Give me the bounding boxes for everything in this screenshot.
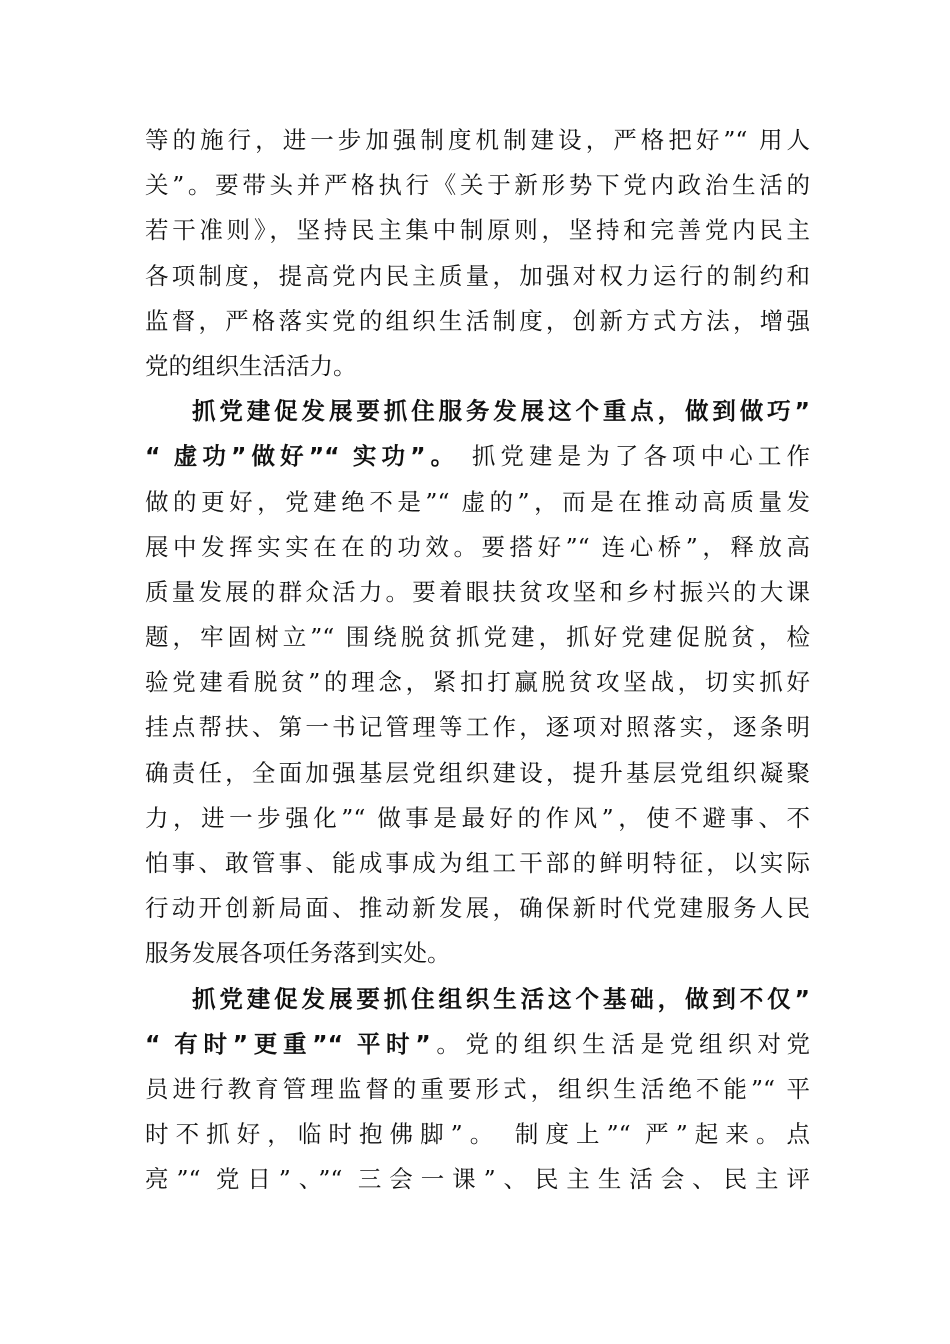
text-line — [145, 977, 810, 1022]
text-line — [145, 208, 810, 253]
text-run: 抓党建是为了各项中心工作 — [459, 442, 810, 471]
text-line — [145, 1022, 810, 1067]
text-run: 确责任，全面加强基层党组织建设，提升基层党组织凝聚 — [145, 758, 810, 787]
paragraph-heading: 抓党建促发展要抓住服务发展这个重点，做到做巧” — [192, 397, 810, 426]
text-run: 关”。要带头并严格执行《关于新形势下党内政治生活的 — [145, 171, 810, 200]
text-line — [145, 1112, 810, 1157]
text-line — [145, 389, 810, 434]
paragraph-2 — [145, 389, 810, 976]
text-run: 等的施行，进一步加强制度机制建设，严格把好”“ 用人 — [145, 126, 810, 154]
text-run: 怕事、敢管事、能成事成为组工干部的鲜明特征，以实际 — [145, 849, 810, 877]
text-line — [145, 480, 810, 525]
text-line — [145, 434, 810, 479]
text-line — [145, 1157, 810, 1202]
text-run: 做的更好，党建绝不是”“ 虚的”，而是在推动高质量发 — [145, 487, 810, 516]
paragraph-heading: “ 有时”更重”“ 平时” — [145, 1029, 431, 1058]
text-run: 题，牢固树立”“ 围绕脱贫抓党建，抓好党建促脱贫，检 — [145, 623, 810, 652]
text-line — [145, 299, 810, 344]
text-line — [145, 570, 810, 615]
text-line — [145, 796, 810, 841]
text-run: 时不抓好，临时抱佛脚”。 制度上”“ 严”起来。点 — [145, 1120, 810, 1149]
paragraph-heading: 抓党建促发展要抓住组织生活这个基础，做到不仅” — [192, 984, 810, 1013]
paragraph-1 — [145, 118, 810, 389]
text-run: 亮”“ 党日”、”“ 三会一课”、民主生活会、民主评 — [145, 1165, 810, 1194]
text-run: 员进行教育管理监督的重要形式，组织生活绝不能”“ 平 — [145, 1074, 810, 1103]
text-line — [145, 1067, 810, 1112]
text-line — [145, 118, 810, 163]
paragraph-heading: “ 虚功”做好”“ 实功”。 — [145, 442, 460, 471]
text-run: 力，进一步强化”“ 做事是最好的作风”，使不避事、不 — [145, 803, 810, 832]
text-run: 质量发展的群众活力。要着眼扶贫攻坚和乡村振兴的大课 — [145, 577, 810, 606]
text-line — [145, 705, 810, 750]
text-line — [145, 751, 810, 796]
text-line — [145, 163, 810, 208]
text-run: 行动开创新局面、推动新发展，确保新时代党建服务人民 — [145, 894, 810, 923]
paragraph-3 — [145, 977, 810, 1203]
text-line — [145, 254, 810, 299]
text-line — [145, 615, 810, 660]
text-run: 验党建看脱贫”的理念，紧扣打赢脱贫攻坚战，切实抓好 — [145, 668, 810, 697]
text-run: 监督，严格落实党的组织生活制度，创新方式方法，增强 — [145, 306, 810, 335]
text-line — [145, 886, 810, 931]
text-run: 展中发挥实实在在的功效。要搭好”“ 连心桥”，释放高 — [145, 532, 810, 561]
text-run: 各项制度，提高党内民主质量，加强对权力运行的制约和 — [145, 261, 810, 290]
document-body — [145, 118, 810, 1203]
text-line — [145, 931, 810, 976]
text-line — [145, 841, 810, 886]
text-run: 服务发展各项任务落到实处。 — [145, 939, 451, 968]
text-line — [145, 660, 810, 705]
text-run: 挂点帮扶、第一书记管理等工作，逐项对照落实，逐条明 — [145, 713, 810, 742]
text-line — [145, 344, 810, 389]
text-run: 。党的组织生活是党组织对党 — [430, 1029, 810, 1058]
text-line — [145, 525, 810, 570]
text-run: 若干准则》，坚持民主集中制原则，坚持和完善党内民主 — [145, 216, 810, 245]
text-run: 党的组织生活活力。 — [145, 351, 357, 380]
